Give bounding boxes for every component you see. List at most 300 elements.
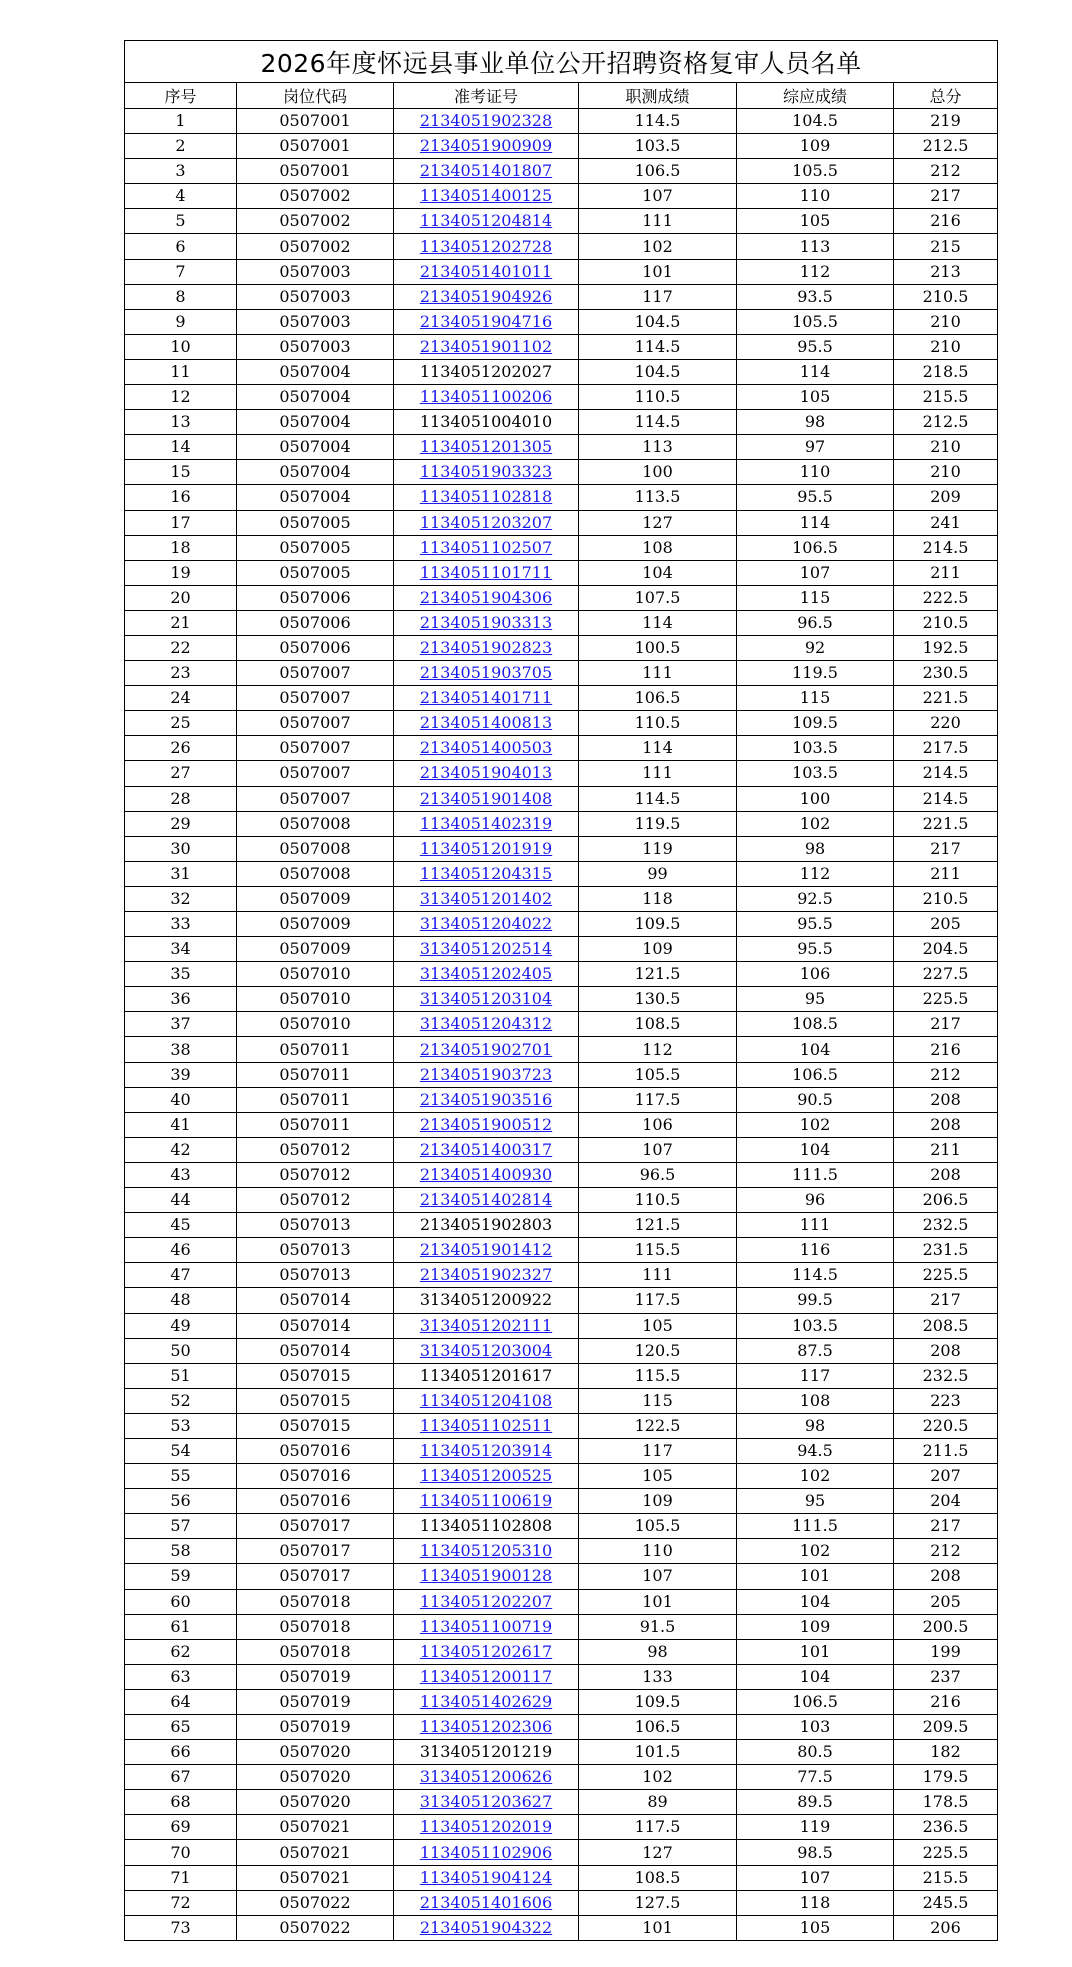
ticket-number-link[interactable]: 2134051903723 — [419, 1064, 553, 1084]
post-code-cell: 0507007 — [237, 786, 394, 811]
total-score-cell: 218.5 — [894, 359, 998, 384]
aptitude-score-cell: 120.5 — [579, 1338, 737, 1363]
post-code-cell: 0507013 — [237, 1263, 394, 1288]
application-score-cell: 111.5 — [737, 1514, 894, 1539]
ticket-number-link[interactable]: 1134051202617 — [419, 1641, 553, 1661]
ticket-cell — [394, 661, 579, 686]
post-code-cell: 0507011 — [237, 1112, 394, 1137]
ticket-number-link[interactable]: 1134051101711 — [419, 562, 553, 582]
table-row — [125, 109, 998, 134]
ticket-number-link[interactable]: 2134051401606 — [419, 1892, 553, 1912]
table-row — [125, 435, 998, 460]
aptitude-score-cell: 100.5 — [579, 635, 737, 660]
ticket-number-link[interactable]: 1134051102507 — [419, 537, 553, 557]
total-score-cell: 216 — [894, 209, 998, 234]
post-code-cell: 0507020 — [237, 1740, 394, 1765]
ticket-cell — [394, 1188, 579, 1213]
application-score-cell: 115 — [737, 686, 894, 711]
aptitude-score-cell: 99 — [579, 861, 737, 886]
ticket-cell — [394, 134, 579, 159]
ticket-number-link[interactable]: 3134051203627 — [419, 1792, 553, 1812]
application-score-cell: 109.5 — [737, 711, 894, 736]
aptitude-score-cell: 118 — [579, 886, 737, 911]
ticket-number-link[interactable]: 1134051400125 — [419, 186, 553, 206]
total-score-cell: 210 — [894, 460, 998, 485]
seq-cell: 4 — [125, 184, 237, 209]
aptitude-score-cell: 117.5 — [579, 1087, 737, 1112]
ticket-cell — [394, 1338, 579, 1363]
total-score-cell: 206.5 — [894, 1188, 998, 1213]
ticket-number-link[interactable]: 1134051202306 — [419, 1717, 553, 1737]
total-score-cell: 237 — [894, 1664, 998, 1689]
table-row — [125, 1062, 998, 1087]
application-score-cell: 99.5 — [737, 1288, 894, 1313]
total-score-cell: 212 — [894, 1539, 998, 1564]
seq-cell: 37 — [125, 1012, 237, 1037]
ticket-number-link[interactable]: 3134051204312 — [419, 1014, 553, 1034]
ticket-number-link[interactable]: 2134051400503 — [419, 738, 553, 758]
total-score-cell: 208 — [894, 1564, 998, 1589]
application-score-cell: 89.5 — [737, 1790, 894, 1815]
application-score-cell: 104 — [737, 1589, 894, 1614]
ticket-number-link[interactable]: 1134051102818 — [419, 487, 553, 507]
table-row — [125, 610, 998, 635]
ticket-cell — [394, 1815, 579, 1840]
ticket-number-link[interactable]: 2134051400930 — [419, 1164, 553, 1184]
total-score-cell: 230.5 — [894, 661, 998, 686]
table-row — [125, 309, 998, 334]
post-code-cell: 0507016 — [237, 1438, 394, 1463]
post-code-cell: 0507004 — [237, 435, 394, 460]
ticket-cell — [394, 1614, 579, 1639]
post-code-cell: 0507010 — [237, 987, 394, 1012]
table-row — [125, 134, 998, 159]
seq-cell: 49 — [125, 1313, 237, 1338]
post-code-cell: 0507018 — [237, 1614, 394, 1639]
total-score-cell: 215.5 — [894, 1865, 998, 1890]
title-row — [125, 41, 998, 83]
total-score-cell: 213 — [894, 259, 998, 284]
aptitude-score-cell: 108.5 — [579, 1012, 737, 1037]
table-row — [125, 1715, 998, 1740]
post-code-cell: 0507008 — [237, 811, 394, 836]
ticket-number-link[interactable]: 1134051102906 — [419, 1842, 553, 1862]
column-header-total-score: 总分 — [894, 83, 998, 109]
application-score-cell: 102 — [737, 1112, 894, 1137]
aptitude-score-cell: 119 — [579, 836, 737, 861]
column-header-seq: 序号 — [125, 83, 237, 109]
seq-cell: 1 — [125, 109, 237, 134]
application-score-cell: 117 — [737, 1363, 894, 1388]
total-score-cell: 206 — [894, 1915, 998, 1940]
total-score-cell: 236.5 — [894, 1815, 998, 1840]
ticket-cell — [394, 359, 579, 384]
ticket-number-link[interactable]: 2134051902823 — [419, 638, 553, 658]
seq-cell: 15 — [125, 460, 237, 485]
table-row — [125, 711, 998, 736]
ticket-number-link[interactable]: 1134051204108 — [419, 1390, 553, 1410]
aptitude-score-cell: 106.5 — [579, 159, 737, 184]
post-code-cell: 0507014 — [237, 1338, 394, 1363]
aptitude-score-cell: 114.5 — [579, 410, 737, 435]
seq-cell: 46 — [125, 1238, 237, 1263]
table-row — [125, 385, 998, 410]
ticket-number-link[interactable]: 1134051201305 — [419, 437, 553, 457]
ticket-cell — [394, 1539, 579, 1564]
post-code-cell: 0507018 — [237, 1589, 394, 1614]
seq-cell: 71 — [125, 1865, 237, 1890]
ticket-number-link[interactable]: 2134051904306 — [419, 587, 553, 607]
ticket-cell — [394, 159, 579, 184]
application-score-cell: 107 — [737, 1865, 894, 1890]
ticket-number-link[interactable]: 2134051401807 — [419, 161, 553, 181]
table-row — [125, 1413, 998, 1438]
aptitude-score-cell: 101 — [579, 1915, 737, 1940]
ticket-number-link[interactable]: 1134051203914 — [419, 1441, 553, 1461]
total-score-cell: 211 — [894, 861, 998, 886]
seq-cell: 20 — [125, 585, 237, 610]
post-code-cell: 0507003 — [237, 259, 394, 284]
ticket-number-link[interactable]: 3134051202111 — [419, 1315, 553, 1335]
table-row — [125, 1438, 998, 1463]
aptitude-score-cell: 130.5 — [579, 987, 737, 1012]
ticket-number-link[interactable]: 1134051202019 — [419, 1817, 553, 1837]
seq-cell: 53 — [125, 1413, 237, 1438]
ticket-number-link[interactable]: 1134051200525 — [419, 1466, 553, 1486]
table-row — [125, 1890, 998, 1915]
seq-cell: 54 — [125, 1438, 237, 1463]
application-score-cell: 119.5 — [737, 661, 894, 686]
table-row — [125, 184, 998, 209]
post-code-cell: 0507005 — [237, 560, 394, 585]
table-row — [125, 535, 998, 560]
seq-cell: 58 — [125, 1539, 237, 1564]
aptitude-score-cell: 98 — [579, 1639, 737, 1664]
seq-cell: 44 — [125, 1188, 237, 1213]
post-code-cell: 0507009 — [237, 912, 394, 937]
aptitude-score-cell: 107 — [579, 1137, 737, 1162]
table-row — [125, 1514, 998, 1539]
total-score-cell: 208 — [894, 1162, 998, 1187]
ticket-number-link[interactable]: 2134051400813 — [419, 713, 553, 733]
table-row — [125, 1539, 998, 1564]
post-code-cell: 0507022 — [237, 1890, 394, 1915]
post-code-cell: 0507017 — [237, 1564, 394, 1589]
ticket-number-link[interactable]: 2134051903705 — [419, 663, 553, 683]
application-score-cell: 115 — [737, 585, 894, 610]
ticket-cell — [394, 1915, 579, 1940]
ticket-number-link[interactable]: 2134051900909 — [419, 136, 553, 156]
seq-cell: 45 — [125, 1213, 237, 1238]
aptitude-score-cell: 111 — [579, 661, 737, 686]
ticket-number-link[interactable]: 1134051201919 — [419, 838, 553, 858]
aptitude-score-cell: 109.5 — [579, 912, 737, 937]
application-score-cell: 103.5 — [737, 761, 894, 786]
aptitude-score-cell: 104 — [579, 560, 737, 585]
application-score-cell: 95 — [737, 1489, 894, 1514]
total-score-cell: 225.5 — [894, 987, 998, 1012]
table-body — [125, 109, 998, 1941]
ticket-number-link[interactable]: 1134051903323 — [419, 462, 553, 482]
aptitude-score-cell: 104.5 — [579, 309, 737, 334]
ticket-number-link[interactable]: 2134051400317 — [419, 1139, 553, 1159]
seq-cell: 28 — [125, 786, 237, 811]
post-code-cell: 0507007 — [237, 761, 394, 786]
total-score-cell: 204 — [894, 1489, 998, 1514]
ticket-cell — [394, 686, 579, 711]
application-score-cell: 105 — [737, 1915, 894, 1940]
aptitude-score-cell: 107 — [579, 1564, 737, 1589]
table-row — [125, 1815, 998, 1840]
ticket-number-link[interactable]: 3134051201402 — [419, 888, 553, 908]
ticket-number-link[interactable]: 2134051902328 — [419, 111, 553, 131]
total-score-cell: 217 — [894, 836, 998, 861]
total-score-cell: 200.5 — [894, 1614, 998, 1639]
ticket-number-link[interactable]: 2134051401011 — [419, 261, 553, 281]
total-score-cell: 225.5 — [894, 1840, 998, 1865]
application-score-cell: 119 — [737, 1815, 894, 1840]
seq-cell: 22 — [125, 635, 237, 660]
aptitude-score-cell: 121.5 — [579, 962, 737, 987]
table-row — [125, 1915, 998, 1940]
table-row — [125, 209, 998, 234]
post-code-cell: 0507021 — [237, 1865, 394, 1890]
post-code-cell: 0507007 — [237, 686, 394, 711]
total-score-cell: 223 — [894, 1388, 998, 1413]
ticket-number-link[interactable]: 1134051402319 — [419, 813, 553, 833]
ticket-number-link[interactable]: 1134051205310 — [419, 1541, 553, 1561]
aptitude-score-cell: 113 — [579, 435, 737, 460]
total-score-cell: 220 — [894, 711, 998, 736]
seq-cell: 57 — [125, 1514, 237, 1539]
ticket-number-link[interactable]: 3134051203104 — [419, 989, 553, 1009]
seq-cell: 8 — [125, 284, 237, 309]
application-score-cell: 95.5 — [737, 334, 894, 359]
ticket-number-link[interactable]: 1134051203207 — [419, 512, 553, 532]
seq-cell: 41 — [125, 1112, 237, 1137]
application-score-cell: 95.5 — [737, 937, 894, 962]
table-row — [125, 1238, 998, 1263]
table-row — [125, 485, 998, 510]
post-code-cell: 0507014 — [237, 1313, 394, 1338]
aptitude-score-cell: 117 — [579, 284, 737, 309]
ticket-cell — [394, 736, 579, 761]
total-score-cell: 227.5 — [894, 962, 998, 987]
aptitude-score-cell: 113.5 — [579, 485, 737, 510]
aptitude-score-cell: 107 — [579, 184, 737, 209]
application-score-cell: 113 — [737, 234, 894, 259]
ticket-number-link[interactable]: 1134051200117 — [419, 1666, 553, 1686]
ticket-number-link[interactable]: 1134051100206 — [419, 387, 553, 407]
total-score-cell: 210.5 — [894, 610, 998, 635]
aptitude-score-cell: 115.5 — [579, 1238, 737, 1263]
application-score-cell: 98 — [737, 836, 894, 861]
table-row — [125, 962, 998, 987]
application-score-cell: 105 — [737, 209, 894, 234]
application-score-cell: 107 — [737, 560, 894, 585]
ticket-number-text: 1134051004010 — [419, 412, 553, 432]
seq-cell: 52 — [125, 1388, 237, 1413]
post-code-cell: 0507015 — [237, 1388, 394, 1413]
aptitude-score-cell: 91.5 — [579, 1614, 737, 1639]
post-code-cell: 0507018 — [237, 1639, 394, 1664]
seq-cell: 26 — [125, 736, 237, 761]
application-score-cell: 103 — [737, 1715, 894, 1740]
application-score-cell: 118 — [737, 1890, 894, 1915]
ticket-cell — [394, 1363, 579, 1388]
ticket-number-link[interactable]: 3134051200626 — [419, 1767, 553, 1787]
ticket-cell — [394, 1514, 579, 1539]
application-score-cell: 116 — [737, 1238, 894, 1263]
table-row — [125, 1137, 998, 1162]
aptitude-score-cell: 102 — [579, 234, 737, 259]
ticket-cell — [394, 284, 579, 309]
post-code-cell: 0507010 — [237, 1012, 394, 1037]
ticket-number-link[interactable]: 1134051402629 — [419, 1691, 553, 1711]
header-row — [125, 83, 998, 109]
ticket-cell — [394, 811, 579, 836]
ticket-cell — [394, 937, 579, 962]
post-code-cell: 0507001 — [237, 109, 394, 134]
seq-cell: 51 — [125, 1363, 237, 1388]
table-row — [125, 159, 998, 184]
total-score-cell: 220.5 — [894, 1413, 998, 1438]
ticket-cell — [394, 836, 579, 861]
ticket-number-link[interactable]: 2134051900512 — [419, 1114, 553, 1134]
table-row — [125, 811, 998, 836]
table-row — [125, 987, 998, 1012]
post-code-cell: 0507015 — [237, 1413, 394, 1438]
total-score-cell: 225.5 — [894, 1263, 998, 1288]
post-code-cell: 0507011 — [237, 1087, 394, 1112]
ticket-cell — [394, 635, 579, 660]
application-score-cell: 90.5 — [737, 1087, 894, 1112]
ticket-number-link[interactable]: 2134051401711 — [419, 688, 553, 708]
ticket-cell — [394, 1639, 579, 1664]
ticket-number-link[interactable]: 2134051902701 — [419, 1039, 553, 1059]
table-row — [125, 861, 998, 886]
ticket-number-link[interactable]: 2134051901412 — [419, 1240, 553, 1260]
table-row — [125, 359, 998, 384]
ticket-cell — [394, 1288, 579, 1313]
table-row — [125, 1288, 998, 1313]
ticket-number-link[interactable]: 2134051904013 — [419, 763, 553, 783]
post-code-cell: 0507001 — [237, 134, 394, 159]
aptitude-score-cell: 114.5 — [579, 109, 737, 134]
ticket-cell — [394, 1489, 579, 1514]
ticket-cell — [394, 1062, 579, 1087]
post-code-cell: 0507003 — [237, 334, 394, 359]
aptitude-score-cell: 114 — [579, 610, 737, 635]
total-score-cell: 209.5 — [894, 1715, 998, 1740]
ticket-number-link[interactable]: 3134051202405 — [419, 964, 553, 984]
ticket-number-link[interactable]: 2134051904322 — [419, 1917, 553, 1937]
aptitude-score-cell: 117.5 — [579, 1815, 737, 1840]
ticket-cell — [394, 962, 579, 987]
ticket-number-link[interactable]: 2134051904716 — [419, 311, 553, 331]
seq-cell: 67 — [125, 1765, 237, 1790]
application-score-cell: 94.5 — [737, 1438, 894, 1463]
post-code-cell: 0507015 — [237, 1363, 394, 1388]
ticket-cell — [394, 1238, 579, 1263]
total-score-cell: 205 — [894, 1589, 998, 1614]
ticket-number-link[interactable]: 3134051203004 — [419, 1340, 553, 1360]
ticket-number-link[interactable]: 2134051902327 — [419, 1265, 553, 1285]
ticket-number-link[interactable]: 1134051900128 — [419, 1566, 553, 1586]
aptitude-score-cell: 104.5 — [579, 359, 737, 384]
aptitude-score-cell: 112 — [579, 1037, 737, 1062]
aptitude-score-cell: 109 — [579, 1489, 737, 1514]
total-score-cell: 211.5 — [894, 1438, 998, 1463]
application-score-cell: 104.5 — [737, 109, 894, 134]
ticket-cell — [394, 1037, 579, 1062]
ticket-number-link[interactable]: 2134051901408 — [419, 788, 553, 808]
total-score-cell: 204.5 — [894, 937, 998, 962]
total-score-cell: 219 — [894, 109, 998, 134]
aptitude-score-cell: 110.5 — [579, 1188, 737, 1213]
ticket-number-link[interactable]: 3134051202514 — [419, 939, 553, 959]
post-code-cell: 0507004 — [237, 485, 394, 510]
aptitude-score-cell: 114.5 — [579, 786, 737, 811]
ticket-number-link[interactable]: 2134051903516 — [419, 1089, 553, 1109]
ticket-number-text: 3134051201219 — [419, 1742, 553, 1762]
aptitude-score-cell: 102 — [579, 1765, 737, 1790]
aptitude-score-cell: 117.5 — [579, 1288, 737, 1313]
aptitude-score-cell: 105.5 — [579, 1514, 737, 1539]
ticket-cell — [394, 912, 579, 937]
aptitude-score-cell: 127 — [579, 1840, 737, 1865]
aptitude-score-cell: 109.5 — [579, 1689, 737, 1714]
ticket-number-link[interactable]: 2134051402814 — [419, 1190, 553, 1210]
ticket-cell — [394, 234, 579, 259]
ticket-number-link[interactable]: 1134051100619 — [419, 1491, 553, 1511]
ticket-number-link[interactable]: 2134051904926 — [419, 286, 553, 306]
post-code-cell: 0507004 — [237, 385, 394, 410]
seq-cell: 3 — [125, 159, 237, 184]
total-score-cell: 178.5 — [894, 1790, 998, 1815]
ticket-cell — [394, 1263, 579, 1288]
ticket-number-link[interactable]: 2134051903313 — [419, 612, 553, 632]
ticket-cell — [394, 1137, 579, 1162]
application-score-cell: 114 — [737, 359, 894, 384]
application-score-cell: 109 — [737, 1614, 894, 1639]
ticket-number-link[interactable]: 1134051204315 — [419, 863, 553, 883]
seq-cell: 5 — [125, 209, 237, 234]
seq-cell: 12 — [125, 385, 237, 410]
aptitude-score-cell: 101.5 — [579, 1740, 737, 1765]
seq-cell: 68 — [125, 1790, 237, 1815]
ticket-number-link[interactable]: 2134051901102 — [419, 336, 553, 356]
seq-cell: 70 — [125, 1840, 237, 1865]
ticket-number-link[interactable]: 1134051100719 — [419, 1616, 553, 1636]
seq-cell: 6 — [125, 234, 237, 259]
ticket-number-link[interactable]: 1134051204814 — [419, 211, 553, 231]
total-score-cell: 208.5 — [894, 1313, 998, 1338]
ticket-number-link[interactable]: 1134051904124 — [419, 1867, 553, 1887]
ticket-number-link[interactable]: 1134051202728 — [419, 236, 553, 256]
seq-cell: 56 — [125, 1489, 237, 1514]
application-score-cell: 111 — [737, 1213, 894, 1238]
ticket-number-link[interactable]: 1134051202207 — [419, 1591, 553, 1611]
seq-cell: 38 — [125, 1037, 237, 1062]
seq-cell: 61 — [125, 1614, 237, 1639]
seq-cell: 47 — [125, 1263, 237, 1288]
table-row — [125, 1614, 998, 1639]
ticket-number-link[interactable]: 1134051102511 — [419, 1415, 553, 1435]
table-row — [125, 1087, 998, 1112]
ticket-cell — [394, 334, 579, 359]
ticket-number-link[interactable]: 3134051204022 — [419, 914, 553, 934]
